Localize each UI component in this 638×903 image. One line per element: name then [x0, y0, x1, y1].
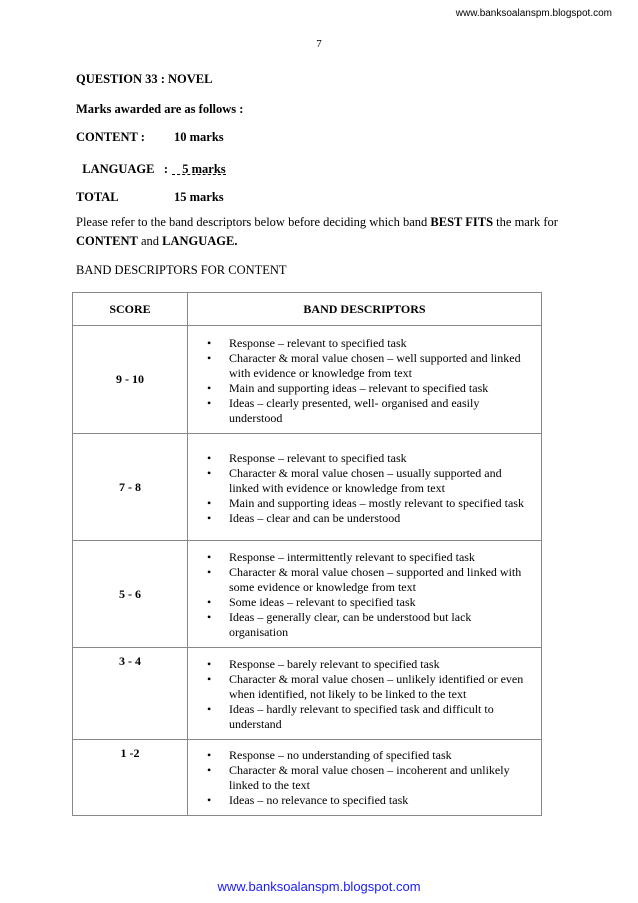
table-row — [73, 434, 542, 541]
instruction-bold-best-fits: BEST FITS — [430, 215, 494, 229]
descriptor-item: • Ideas – clear and can be understood — [207, 511, 532, 526]
instruction-text-3: and — [137, 234, 163, 248]
content-marks-line — [76, 130, 224, 145]
header-descriptors: BAND DESCRIPTORS — [188, 293, 542, 326]
descriptor-item: • Ideas – clearly presented, well- organised and easily understood — [207, 396, 532, 426]
descriptor-item: • Ideas – generally clear, can be understood but lack organisation — [207, 610, 532, 640]
section-title: BAND DESCRIPTORS FOR CONTENT — [76, 263, 287, 277]
question-title: QUESTION 33 : NOVEL — [76, 72, 213, 86]
band-score: 7 - 8 — [73, 434, 188, 541]
descriptor-item: • Main and supporting ideas – mostly relevant to specified task — [207, 496, 532, 511]
instruction-text-2: the mark for — [493, 215, 558, 229]
descriptor-item: • Main and supporting ideas – relevant to specified task — [207, 381, 532, 396]
table-row — [73, 648, 542, 740]
band-descriptors — [188, 434, 542, 541]
instruction-bold-content: CONTENT — [76, 234, 138, 248]
descriptor-item: • Character & moral value chosen – usually supported and linked with evidence or knowledge from text — [207, 466, 532, 496]
descriptor-item: • Response – relevant to specified task — [207, 336, 532, 351]
marks-intro: Marks awarded are as follows : — [76, 102, 244, 116]
band-score: 1 -2 — [73, 740, 188, 816]
table-row — [73, 541, 542, 648]
descriptor-item: • Response – no understanding of specified task — [207, 748, 532, 763]
header-url: www.banksoalanspm.blogspot.com — [455, 8, 612, 19]
band-descriptors — [188, 326, 542, 434]
band-score: 9 - 10 — [73, 326, 188, 434]
total-label: TOTAL — [76, 190, 119, 204]
band-score: 5 - 6 — [73, 541, 188, 648]
band-descriptors — [188, 541, 542, 648]
descriptor-item: • Character & moral value chosen – incoherent and unlikely linked to the text — [207, 763, 532, 793]
descriptor-item: • Ideas – hardly relevant to specified task and difficult to understand — [207, 702, 532, 732]
descriptor-item: • Character & moral value chosen – unlikely identified or even when identified, not likely to be linked to the text — [207, 672, 532, 702]
language-marks-line — [76, 147, 226, 177]
band-score: 3 - 4 — [73, 648, 188, 740]
total-marks-line — [76, 190, 224, 205]
table-row — [73, 740, 542, 816]
descriptor-item: • Character & moral value chosen – supported and linked with some evidence or knowledge from text — [207, 565, 532, 595]
descriptor-item: • Response – intermittently relevant to specified task — [207, 550, 532, 565]
page-number: 7 — [316, 38, 322, 50]
band-descriptors — [188, 648, 542, 740]
total-value: 15 marks — [174, 190, 224, 204]
descriptor-item: • Character & moral value chosen – well supported and linked with evidence or knowledge from text — [207, 351, 532, 381]
band-descriptors-table — [72, 292, 542, 816]
descriptor-item: • Some ideas – relevant to specified task — [207, 595, 532, 610]
descriptor-item: • Ideas – no relevance to specified task — [207, 793, 532, 808]
table-row — [73, 326, 542, 434]
language-label: LANGUAGE : — [82, 162, 169, 176]
header-score: SCORE — [73, 293, 188, 326]
band-descriptors — [188, 740, 542, 816]
sum-divider — [172, 174, 226, 175]
table-header-row — [73, 293, 542, 326]
language-value: 5 marks — [182, 162, 226, 176]
footer-url-link[interactable]: www.banksoalanspm.blogspot.com — [217, 879, 421, 894]
content-value: 10 marks — [174, 130, 224, 144]
content-label: CONTENT : — [76, 130, 145, 144]
descriptor-item: • Response – relevant to specified task — [207, 451, 532, 466]
descriptor-item: • Response – barely relevant to specified task — [207, 657, 532, 672]
instruction-bold-language: LANGUAGE. — [162, 234, 238, 248]
instruction-text-1: Please refer to the band descriptors below before deciding which band — [76, 215, 431, 229]
instruction-paragraph — [76, 213, 576, 251]
